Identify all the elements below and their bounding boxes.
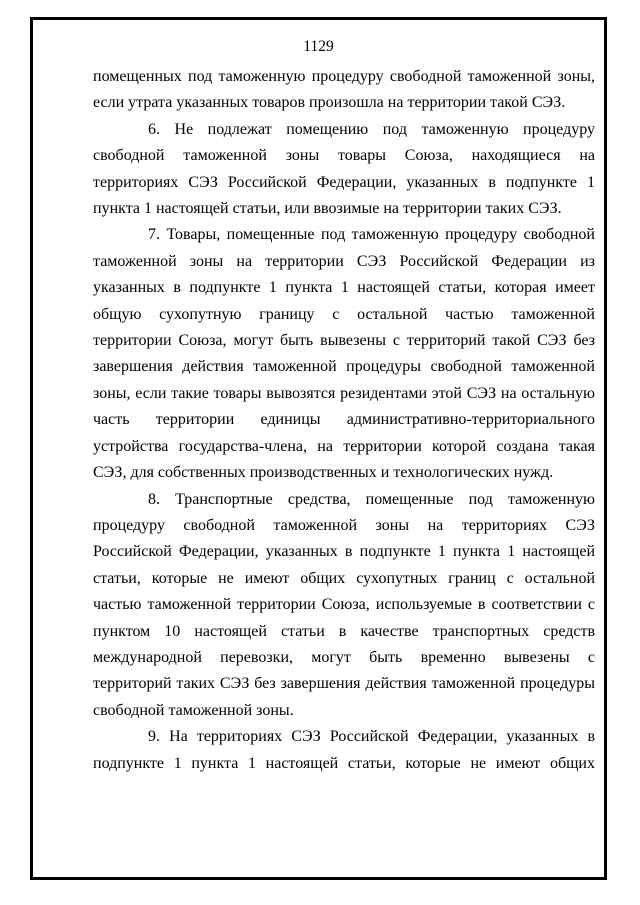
- text-line: 8. Транспортные средства, помещенные под таможенную: [148, 490, 595, 508]
- text-line: территориях СЭЗ Российской Федерации, указанных в подпункте 1: [93, 173, 595, 191]
- text-line: статьи, которые не имеют общих сухопутных границ с остальной: [93, 569, 595, 587]
- text-line: частью таможенной территории Союза, используемые в соответствии с: [93, 596, 595, 614]
- text-line: международной перевозки, могут быть временно вывезены с: [93, 648, 595, 666]
- text-line: 7. Товары, помещенные под таможенную процедуру свободной: [148, 226, 595, 244]
- paragraph-7: [93, 222, 595, 486]
- text-line: пункта 1 настоящей статьи, или ввозимые на территории таких СЭЗ.: [93, 200, 562, 218]
- text-line: подпункте 1 пункта 1 настоящей статьи, которые не имеют общих: [93, 754, 595, 772]
- page-border: [30, 17, 607, 880]
- text-line: 9. На территориях СЭЗ Российской Федерации, указанных в: [148, 728, 595, 746]
- paragraph-9: [93, 724, 595, 777]
- paragraph-6: [93, 117, 595, 223]
- text-line: если утрата указанных товаров произошла на территории такой СЭЗ.: [93, 94, 566, 112]
- text-line: часть территории единицы административно-территориального: [93, 411, 595, 429]
- text-line: СЭЗ, для собственных производственных и технологических нужд.: [93, 464, 554, 482]
- paragraph-continuation: [93, 64, 595, 117]
- text-line: помещенных под таможенную процедуру свободной таможенной зоны,: [93, 68, 595, 85]
- text-line: 6. Не подлежат помещению под таможенную процедуру: [148, 120, 595, 138]
- paragraph-8: [93, 487, 595, 725]
- text-line: завершения действия таможенной процедуры свободной таможенной: [93, 358, 595, 376]
- text-line: территории Союза, могут быть вывезены с территорий такой СЭЗ без: [93, 332, 595, 350]
- page-number: 1129: [303, 38, 334, 55]
- text-line: свободной таможенной зоны.: [93, 701, 294, 719]
- text-line: зоны, если такие товары вывозятся резидентами этой СЭЗ на остальную: [93, 384, 595, 402]
- text-line: указанных в подпункте 1 пункта 1 настоящей статьи, которая имеет: [93, 279, 595, 297]
- text-line: пунктом 10 настоящей статьи в качестве транспортных средств: [93, 622, 595, 640]
- text-line: таможенной зоны на территории СЭЗ Российской Федерации из: [93, 252, 595, 270]
- text-line: процедуру свободной таможенной зоны на территориях СЭЗ: [93, 516, 595, 534]
- text-line: устройства государства-члена, на территории которой создана такая: [93, 437, 595, 455]
- text-line: территорий таких СЭЗ без завершения действия таможенной процедуры: [93, 675, 595, 693]
- text-line: Российской Федерации, указанных в подпункте 1 пункта 1 настоящей: [93, 543, 595, 561]
- text-line: свободной таможенной зоны товары Союза, находящиеся на: [93, 147, 595, 165]
- document-body: [93, 64, 595, 777]
- text-line: общую сухопутную границу с остальной частью таможенной: [93, 305, 595, 323]
